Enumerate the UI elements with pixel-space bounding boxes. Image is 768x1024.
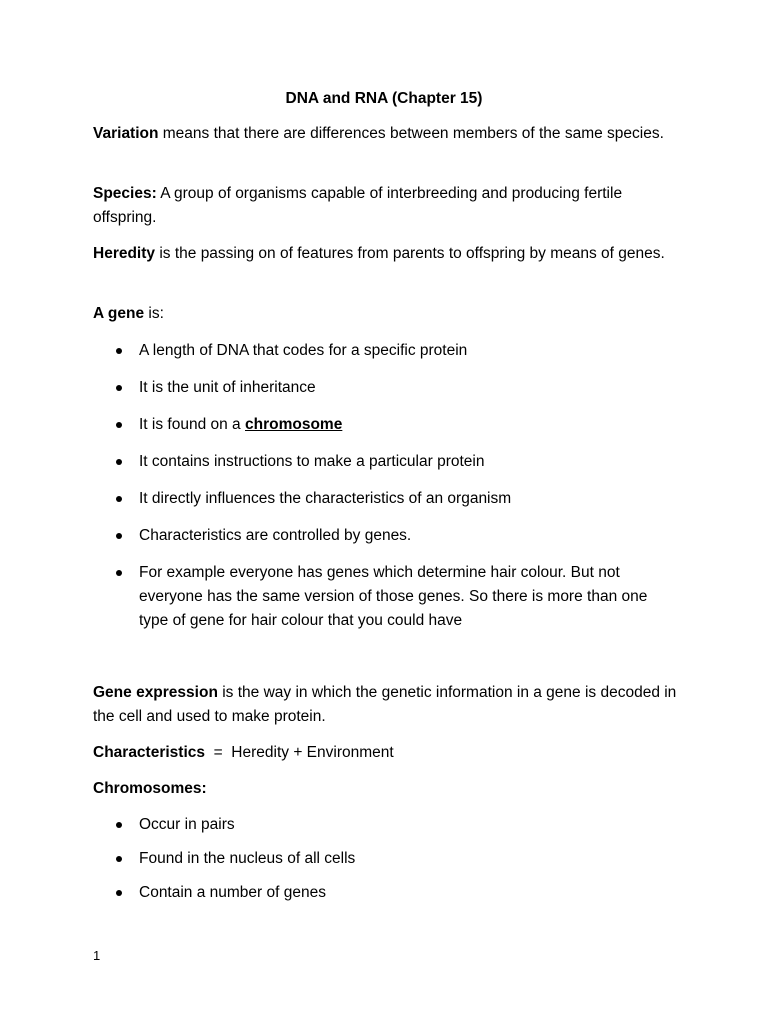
species-paragraph [93,182,683,230]
list-item-text: Found in the nucleus of all cells [139,850,356,867]
gene-intro [93,302,683,326]
bullet-icon [116,570,122,576]
bullet-icon [116,496,122,502]
characteristics-term: Characteristics [93,744,206,761]
species-definition: A group of organisms capable of interbreeding and producing fertile offspring. [93,185,623,226]
variation-paragraph [93,122,683,146]
bullet-icon [116,422,122,428]
heredity-term: Heredity [93,245,156,262]
bullet-icon [116,459,122,465]
list-item-text: It directly influences the characteristics of an organism [139,490,512,507]
list-item-text [139,413,674,437]
characteristics-equation [93,741,683,765]
variation-term: Variation [93,125,159,142]
list-item-text: Characteristics are controlled by genes. [139,527,412,544]
page-number: 1 [93,948,101,963]
bullet-icon [116,348,122,354]
bullet-icon [116,890,122,896]
gene-intro-rest: is: [144,305,164,322]
species-term: Species: [93,185,157,202]
bullet-icon [116,533,122,539]
list-item-text: It is the unit of inheritance [139,379,316,396]
bullet-icon [116,856,122,862]
characteristics-formula: = Heredity + Environment [205,744,394,761]
list-item-text: For example everyone has genes which determine hair colour. But not everyone has the same version of those genes. So there is more than one type of gene for hair colour that you could have [139,564,648,629]
list-item-text: Occur in pairs [139,816,235,833]
gene-expression-paragraph [93,681,683,729]
chromosomes-heading: Chromosomes: [93,780,207,797]
bullet-icon [116,822,122,828]
gene-term: A gene [93,305,145,322]
chromosome-term: chromosome [245,416,343,433]
page-title: DNA and RNA (Chapter 15) [285,90,483,107]
bullet-icon [116,385,122,391]
gene-expression-term: Gene expression [93,684,218,701]
list-item-text: It contains instructions to make a particular protein [139,453,485,470]
list-item-text: Contain a number of genes [139,884,326,901]
gene-expression-definition: is the way in which the genetic information in a gene is decoded in the cell and used to make protein. [93,684,677,725]
list-item-text-part: It is found on a [139,416,245,433]
heredity-paragraph [93,242,683,266]
heredity-definition: is the passing on of features from parents to offspring by means of genes. [155,245,665,262]
variation-definition: means that there are differences between members of the same species. [158,125,664,142]
list-item-text: A length of DNA that codes for a specific protein [139,342,468,359]
